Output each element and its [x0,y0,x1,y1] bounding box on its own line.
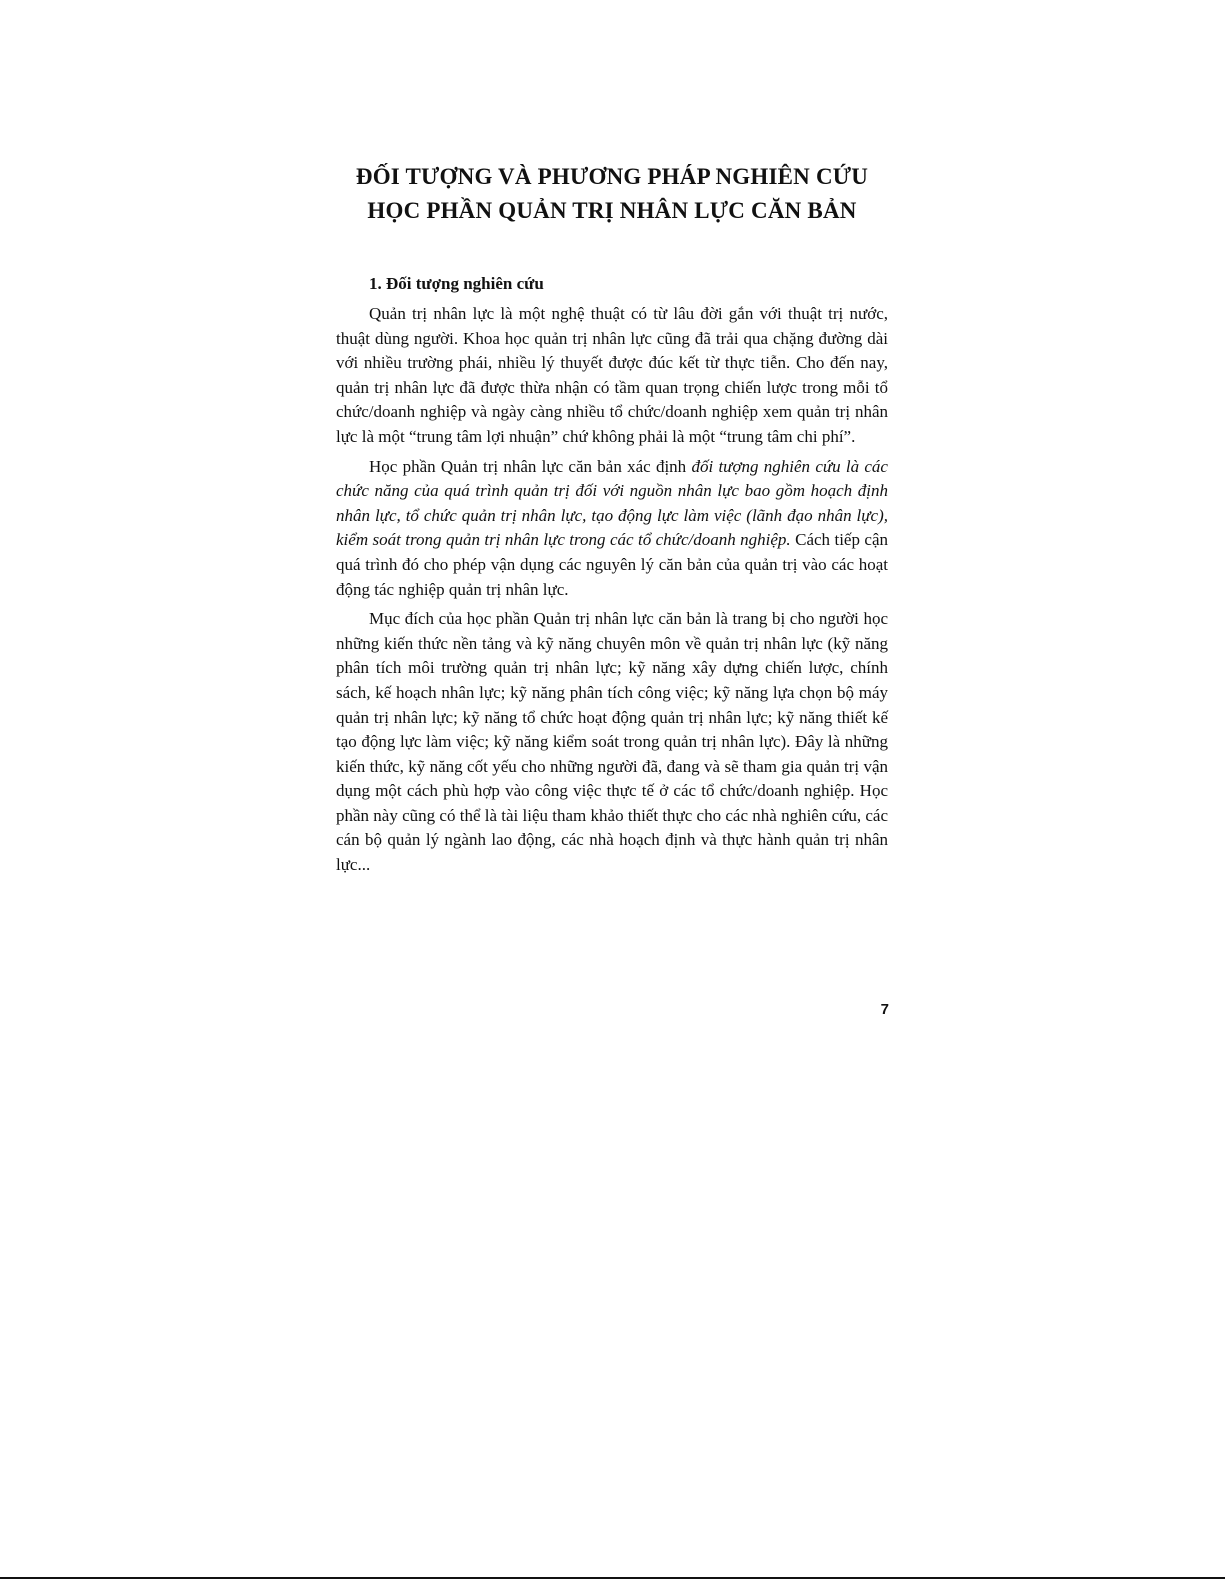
body-text [336,302,888,878]
page-number: 7 [880,1001,889,1018]
paragraph-2-tail: Cách tiếp cận quá trình đó cho phép vận dụng các nguyên lý căn bản của quản trị vào các hoạt động tác nghiệp quản trị nhân lực. [336,530,888,599]
paragraph-1: Quản trị nhân lực là một nghệ thuật có từ lâu đời gắn với thuật trị nước, thuật dùng người. Khoa học quản trị nhân lực cũng đã trải qua chặng đường dài với nhiều trường phái, nhiều lý thuyết được đúc kết từ thực tiễn. Cho đến nay, quản trị nhân lực đã được thừa nhận có tầm quan trọng chiến lược trong mỗi tổ chức/doanh nghiệp và ngày càng nhiều tổ chức/doanh nghiệp xem quản trị nhân lực là một “trung tâm lợi nhuận” chứ không phải là một “trung tâm chi phí”. [336,304,888,446]
title-line-2: HỌC PHẦN QUẢN TRỊ NHÂN LỰC CĂN BẢN [367,198,857,223]
title-line-1: ĐỐI TƯỢNG VÀ PHƯƠNG PHÁP NGHIÊN CỨU [355,164,869,189]
paragraph-2-italic: đối tượng nghiên cứu là các chức năng của quá trình quản trị đối với nguồn nhân lực bao gồm hoạch định nhân lực, tổ chức quản trị nhân lực, tạo động lực làm việc (lãnh đạo nhân lực), kiểm soát trong quản trị nhân lực trong các tổ chức/doanh nghiệp. [336,456,888,550]
paragraph-2 [336,455,888,603]
paragraph-2-lead: Học phần Quản trị nhân lực căn bản xác định [369,456,692,476]
paragraph-3: Mục đích của học phần Quản trị nhân lực căn bản là trang bị cho người học những kiến thức nền tảng và kỹ năng chuyên môn về quản trị nhân lực (kỹ năng phân tích môi trường quản trị nhân lực; kỹ năng xây dựng chiến lược, chính sách, kế hoạch nhân lực; kỹ năng phân tích công việc; kỹ năng lựa chọn bộ máy quản trị nhân lực; kỹ năng tổ chức hoạt động quản trị nhân lực; kỹ năng thiết kế tạo động lực làm việc; kỹ năng kiểm soát trong quản trị nhân lực). Đây là những kiến thức, kỹ năng cốt yếu cho những người đã, đang và sẽ tham gia quản trị vận dụng một cách phù hợp vào công việc thực tế ở các tổ chức/doanh nghiệp. Học phần này cũng có thể là tài liệu tham khảo thiết thực cho các nhà nghiên cứu, các cán bộ quản lý ngành lao động, các nhà hoạch định và thực hành quản trị nhân lực... [336,609,888,875]
section-heading: 1. Đối tượng nghiên cứu [369,274,544,293]
bottom-divider [0,1577,1225,1579]
page-title [336,160,888,228]
